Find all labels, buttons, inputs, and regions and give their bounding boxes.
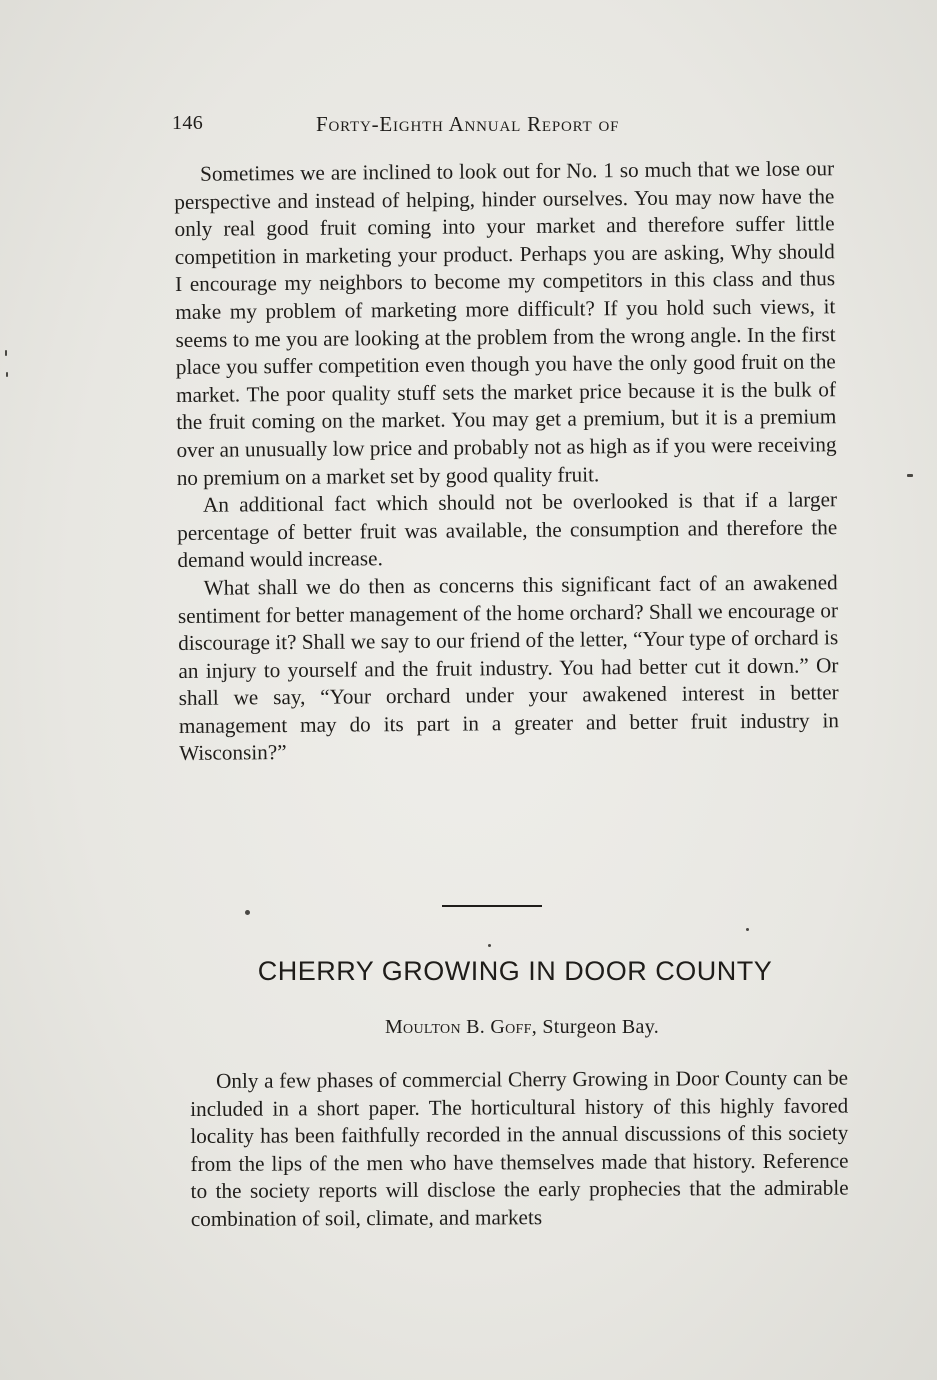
- article-title: CHERRY GROWING IN DOOR COUNTY: [257, 956, 773, 986]
- running-title: Forty-Eighth Annual Report of: [316, 112, 620, 136]
- scan-speck: [5, 350, 7, 356]
- scan-speck: [907, 474, 913, 477]
- section-divider: [442, 905, 542, 907]
- paragraph: What shall we do then as concerns this significant fact of an awakened sentiment for better management of the home orchard? Shall we encourage or discourage it? Shall we say to our friend of the letter, “Your type of orchard is an injury to yourself and the fruit industry. You had better cut it down.” Or shall we say, “Your orchard under your awakened interest in better management may do its part in a greater and better fruit industry in Wisconsin?”: [177, 570, 840, 766]
- scan-speck: [245, 910, 250, 915]
- paragraph: An additional fact which should not be overlooked is that if a larger percentage of better fruit was available, the consumption and therefore the demand would increase.: [177, 487, 838, 573]
- scan-speck: [6, 372, 8, 377]
- running-header: [172, 108, 692, 138]
- previous-article-text: [174, 155, 839, 768]
- author-name: Moulton B. Goff: [384, 1016, 532, 1038]
- page-number: 146: [172, 112, 204, 134]
- article-body: [190, 1065, 849, 1234]
- paragraph: Only a few phases of commercial Cherry Growing in Door County can be included in a short paper. The horticultural history of this highly favored locality has been faithfully recorded in the annual discussions of this society from the lips of the men who have themselves made that history. Reference to the society reports will disclose the early prophecies that the admirable combination of soil, climate, and markets: [190, 1065, 849, 1231]
- byline: [190, 1016, 854, 1039]
- scan-speck: [746, 928, 749, 931]
- author-location: , Sturgeon Bay.: [531, 1016, 660, 1038]
- scan-speck: [488, 944, 491, 947]
- paragraph: Sometimes we are inclined to look out for No. 1 so much that we lose our perspective and instead of helping, hinder ourselves. You may now have the only real good fruit coming into your market and therefore suffer little competition in marketing your product. Perhaps you are asking, Why should I encourage my neighbors to become my competitors in this class and thus make my problem of marketing more difficult? If you hold such views, it seems to me you are looking at the problem from the wrong angle. In the first place you suffer competition even though you have the only good fruit on the market. The poor quality stuff sets the market price because it is the bulk of the fruit coming on the market. You may get a premium, but it is a premium over an unusually low price and probably not as high as if you were receiving no premium on a market set by good quality fruit.: [174, 156, 837, 490]
